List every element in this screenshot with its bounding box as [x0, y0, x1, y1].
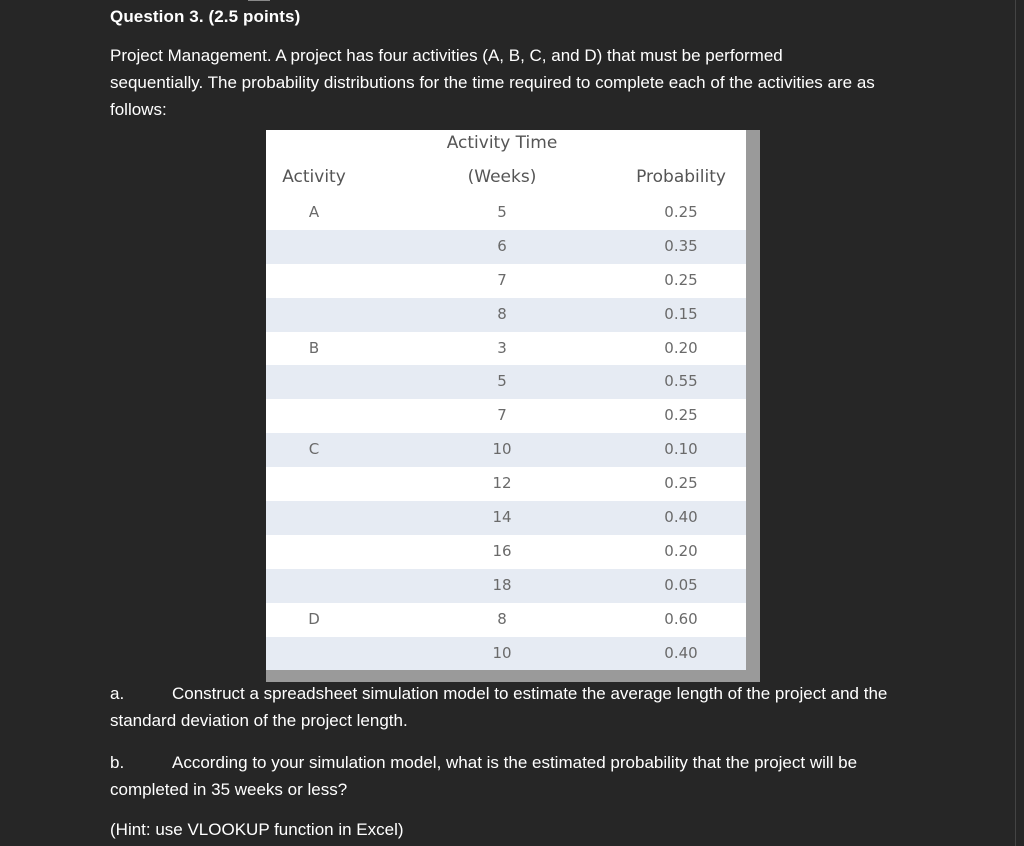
activity-table [266, 130, 746, 670]
cell-activity [266, 264, 362, 298]
part-a [110, 680, 910, 734]
cell-time: 5 [497, 372, 507, 391]
top-rule [248, 0, 270, 1]
cell-activity [266, 365, 362, 399]
cell-time: 8 [497, 304, 507, 323]
table-row [266, 298, 746, 332]
cell-probability: 0.20 [664, 541, 698, 560]
part-b-label: b. [110, 753, 125, 772]
cell-time: 8 [497, 609, 507, 628]
cell-time: 18 [492, 575, 512, 594]
table-row [266, 501, 746, 535]
cell-activity: A [308, 203, 320, 221]
table-row [266, 264, 746, 298]
part-b [110, 749, 910, 803]
cell-time: 7 [497, 406, 507, 425]
cell-activity [266, 535, 362, 569]
table-body [266, 196, 746, 670]
cell-activity: C [308, 440, 320, 459]
cell-time: 10 [492, 643, 512, 662]
cell-time: 7 [497, 270, 507, 289]
header-activity-time: Activity Time [446, 133, 558, 153]
cell-probability: 0.10 [664, 440, 698, 459]
table-row [266, 569, 746, 603]
table-row [266, 365, 746, 399]
table-row [266, 196, 746, 230]
cell-probability: 0.25 [664, 474, 698, 493]
cell-time: 16 [492, 541, 512, 560]
cell-probability: 0.60 [664, 609, 698, 628]
cell-activity [266, 569, 362, 603]
question-heading: Question 3. (2.5 points) [110, 7, 301, 26]
cell-probability: 0.55 [664, 372, 698, 391]
part-a-text: Construct a spreadsheet simulation model to estimate the average length of the project and the standard deviation of the project length. [110, 684, 888, 730]
cell-probability: 0.25 [664, 203, 698, 221]
cell-probability: 0.40 [664, 643, 698, 662]
table-header [266, 130, 746, 196]
cell-probability: 0.15 [664, 304, 698, 323]
cell-probability: 0.25 [664, 406, 698, 425]
activity-table-frame [266, 130, 760, 682]
table-row [266, 230, 746, 264]
header-activity: Activity [282, 167, 346, 187]
question-intro: Project Management. A project has four activities (A, B, C, and D) that must be performed sequentially. The probability distributions for the time required to complete each of the activities are as follows: [110, 46, 875, 119]
cell-activity: B [308, 338, 320, 357]
cell-time: 14 [492, 508, 512, 527]
cell-activity [266, 399, 362, 433]
cell-probability: 0.25 [664, 270, 698, 289]
hint-text: (Hint: use VLOOKUP function in Excel) [110, 820, 404, 839]
cell-activity: D [308, 609, 320, 628]
cell-activity [266, 637, 362, 671]
cell-time: 6 [497, 236, 507, 255]
table-row [266, 603, 746, 637]
part-b-text: According to your simulation model, what is the estimated probability that the project will be completed in 35 weeks or less? [110, 753, 858, 799]
cell-probability: 0.35 [664, 236, 698, 255]
part-a-label: a. [110, 684, 125, 703]
table-row [266, 399, 746, 433]
cell-time: 5 [497, 203, 507, 221]
right-rule [1015, 0, 1016, 846]
header-probability: Probability [636, 167, 726, 187]
table-row [266, 332, 746, 366]
cell-activity [266, 467, 362, 501]
cell-activity [266, 230, 362, 264]
cell-activity [266, 298, 362, 332]
table-row [266, 535, 746, 569]
cell-activity [266, 501, 362, 535]
header-weeks: (Weeks) [467, 167, 537, 187]
table-row [266, 637, 746, 671]
cell-probability: 0.20 [664, 338, 698, 357]
cell-probability: 0.05 [664, 575, 698, 594]
cell-time: 3 [497, 338, 507, 357]
table-row [266, 467, 746, 501]
cell-time: 12 [492, 474, 512, 493]
cell-probability: 0.40 [664, 508, 698, 527]
cell-time: 10 [492, 440, 512, 459]
table-row [266, 433, 746, 467]
